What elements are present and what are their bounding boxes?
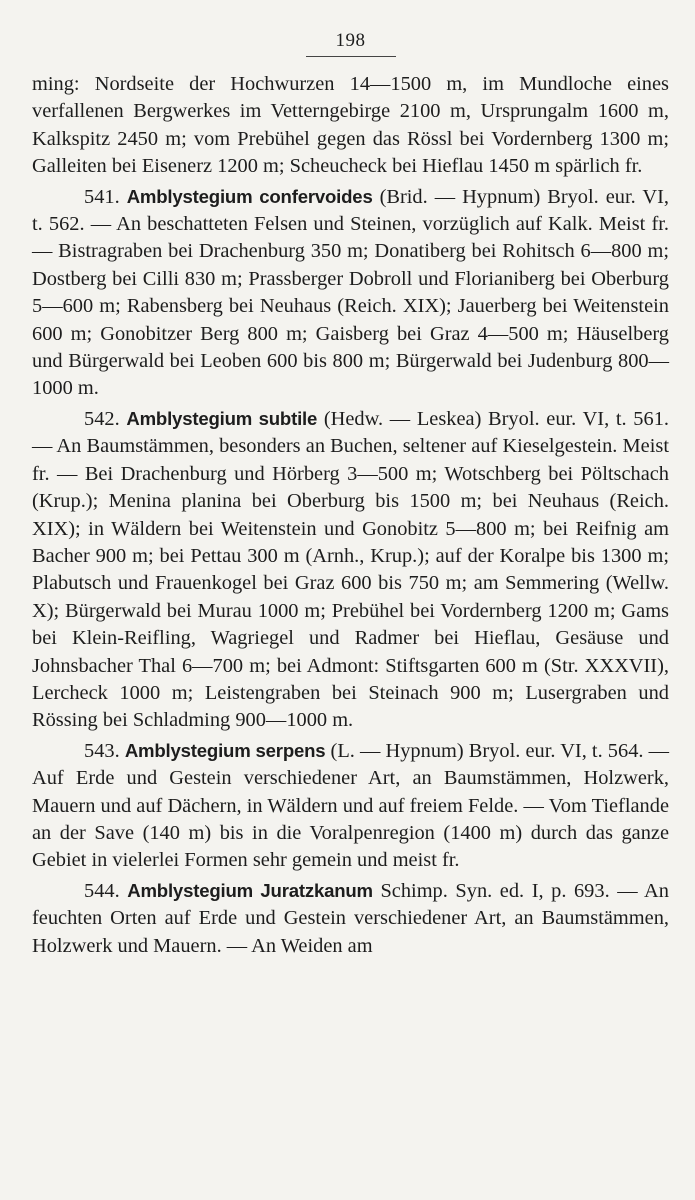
entry-544 [32,877,669,960]
paragraph-continuation [32,71,669,181]
entry-number: 541. [84,185,120,208]
species-name: Amblystegium subtile [126,407,318,429]
entry-text: (Brid. — Hypnum) Bryol. eur. VI, t. 562. — An beschatteten Felsen und Steinen, vorzüglich auf Kalk. Meist fr. — Bistragraben bei Drachenburg 350 m; Donatiberg bei Rohitsch 6—800 m; Dostberg bei Cilli 830 m; Prassberger Dobroll und Florianiberg bei Oberburg 5—600 m; Rabensberg bei Neuhaus (Reich. XIX); Jauerberg bei Weitenstein 600 m; Gonobitzer Berg 800 m; Gaisberg bei Graz 4—500 m; Häuselberg und Bürgerwald bei Leoben 600 bis 800 m; Bürgerwald bei Judenburg 800—1000 m. [32,185,669,400]
paragraph-text: ming: Nordseite der Hochwurzen 14—1500 m, im Mundloche eines verfallenen Bergwerkes im Vetterngebirge 2100 m, Ursprungalm 1600 m, Kalkspitz 2450 m; vom Prebühel gegen das Rössl bei Vordernberg 1300 m; Galleiten bei Eisenerz 1200 m; Scheucheck bei Hieflau 1450 m spärlich fr. [32,73,669,178]
entry-number: 543. [84,739,120,762]
page-number: 198 [335,30,366,51]
entry-text: (L. — Hypnum) Bryol. eur. VI, t. 564. — Auf Erde und Gestein verschiedener Art, an Baumstämmen, Holzwerk, Mauern und auf Dächern, in Wäldern und auf freiem Felde. — Vom Tieflande an der Save (140 m) bis in die Voralpenregion (1400 m) durch das ganze Gebiet in vielerlei Formen sehr gemein und meist fr. [32,739,669,872]
species-name: Amblystegium Juratzkanum [127,879,373,901]
entry-number: 544. [84,879,120,902]
entry-text: (Hedw. — Leskea) Bryol. eur. VI, t. 561. — An Baumstämmen, besonders an Buchen, seltener auf Kieselgestein. Meist fr. — Bei Drachenburg und Hörberg 3—500 m; Wotschberg bei Pöltschach (Krup.); Menina planina bei Oberburg bis 1500 m; bei Neuhaus (Reich. XIX); in Wäldern bei Weitenstein und Gonobitz 5—800 m; bei Reifnig am Bacher 900 m; bei Pettau 300 m (Arnh., Krup.); auf der Koralpe bis 1300 m; Plabutsch und Frauenkogel bei Graz 600 bis 750 m; am Semmering (Wellw. X); Bürgerwald bei Murau 1000 m; Prebühel bei Vordernberg 1200 m; Gams bei Klein-Reifling, Wagriegel und Radmer bei Hieflau, Gesäuse und Johnsbacher Thal 6—700 m; bei Admont: Stiftsgarten 600 m (Str. XXXVII), Lercheck 1000 m; Leistengraben bei Steinach 900 m; Lusergraben und Rössing bei Schladming 900—1000 m. [32,407,669,732]
header-rule [306,56,396,57]
entry-543 [32,737,669,875]
species-name: Amblystegium confervoides [126,185,373,207]
entry-541 [32,183,669,403]
entry-text: Schimp. Syn. ed. I, p. 693. — An feuchten Orten auf Erde und Gestein verschiedener Art, an Baumstämmen, Holzwerk und Mauern. — An Weiden am [32,879,669,957]
species-name: Amblystegium serpens [124,739,326,761]
entry-542 [32,405,669,735]
entry-number: 542. [84,407,120,430]
